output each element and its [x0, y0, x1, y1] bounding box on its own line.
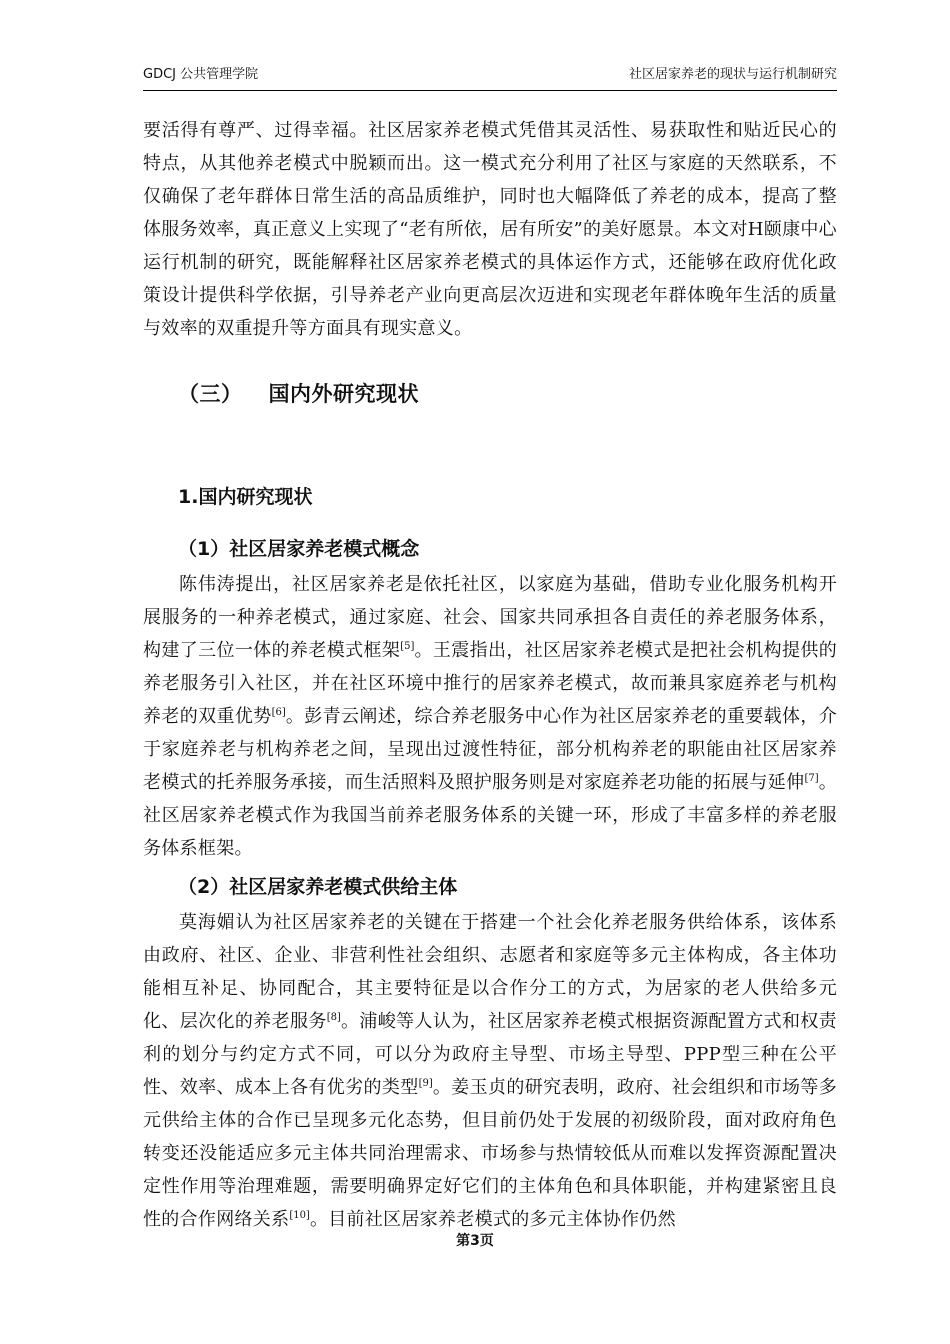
sub2-text-4: 。目前社区居家养老模式的多元主体协作仍然	[309, 1209, 676, 1230]
sub1-text-3: 。彭青云阐述，综合养老服务中心作为社区居家养老的重要载体，介于家庭养老与机构养老之间，呈现出过渡性特征，部分机构养老的职能由社区居家养老模式的托养服务承接，而生活照料及照护服务则是对家庭养老功能的拓展与延伸	[143, 706, 837, 793]
sub1-text-2: 。王震指出，社区居家养老模式是把社会机构提供的养老服务引入社区，并在社区环境中推行的居家养老模式，故而兼具家庭养老与机构养老的双重优势	[143, 640, 837, 727]
citation-5: [5]	[400, 641, 415, 652]
citation-7: [7]	[804, 773, 819, 784]
sub2-text-3: 。姜玉贞的研究表明，政府、社会组织和市场等多元供给主体的合作已呈现多元化态势，但目前仍处于发展的初级阶段，面对政府角色转变还没能适应多元主体共同治理需求、市场参与热情较低从而难以发挥资源配置决定性作用等治理难题，需要明确界定好它们的主体角色和具体职能，并构建紧密且良性的合作网络关系	[143, 1077, 837, 1230]
sub2-text-1: 莫海媚认为社区居家养老的关键在于搭建一个社会化养老服务供给体系，该体系由政府、社区、企业、非营利性社会组织、志愿者和家庭等多元主体构成，各主体功能相互补足、协同配合，其主要特征是以合作分工的方式，为居家的老人供给多元化、层次化的养老服务	[143, 912, 837, 1032]
sub1-paragraph	[143, 568, 837, 865]
header-left-text: GDCJ 公共管理学院	[143, 67, 259, 82]
sub1-text-4: 。社区居家养老模式作为我国当前养老服务体系的关键一环，形成了丰富多样的养老服务体系框架。	[143, 772, 837, 859]
header-right-text: 社区居家养老的现状与运行机制研究	[628, 67, 837, 82]
sub1-text-1: 陈伟涛提出，社区居家养老是依托社区，以家庭为基础，借助专业化服务机构开展服务的一种养老模式，通过家庭、社会、国家共同承担各自责任的养老服务体系，构建了三位一体的养老模式框架	[143, 574, 837, 661]
sub2-paragraph	[143, 906, 837, 1236]
subsection-heading: 1.国内研究现状	[178, 486, 313, 508]
page-header	[143, 64, 837, 91]
intro-paragraph: 要活得有尊严、过得幸福。社区居家养老模式凭借其灵活性、易获取性和贴近民心的特点，从其他养老模式中脱颖而出。这一模式充分利用了社区与家庭的天然联系，不仅确保了老年群体日常生活的高品质维护，同时也大幅降低了养老的成本，提高了整体服务效率，真正意义上实现了“老有所依，居有所安”的美好愿景。本文对H颐康中心运行机制的研究，既能解释社区居家养老模式的具体运作方式，还能够在政府优化政策设计提供科学依据，引导养老产业向更高层次迈进和实现老年群体晚年生活的质量与效率的双重提升等方面具有现实意义。	[143, 120, 837, 339]
sub1-heading: （1）社区居家养老模式概念	[178, 538, 420, 560]
page-number: 第3页	[456, 1233, 494, 1249]
sub2-text-2: 。浦峻等人认为，社区居家养老模式根据资源配置方式和权责利的划分与约定方式不同，可以分为政府主导型、市场主导型、PPP型三种在公平性、效率、成本上各有优劣的类型	[143, 1011, 837, 1098]
citation-10: [10]	[289, 1210, 310, 1221]
citation-6: [6]	[271, 707, 286, 718]
section-number: （三）	[178, 382, 243, 406]
section-title: 国内外研究现状	[268, 382, 419, 406]
citation-9: [9]	[418, 1078, 433, 1089]
section-heading	[178, 378, 419, 408]
citation-8: [8]	[326, 1012, 341, 1023]
sub2-heading: （2）社区居家养老模式供给主体	[178, 876, 458, 898]
